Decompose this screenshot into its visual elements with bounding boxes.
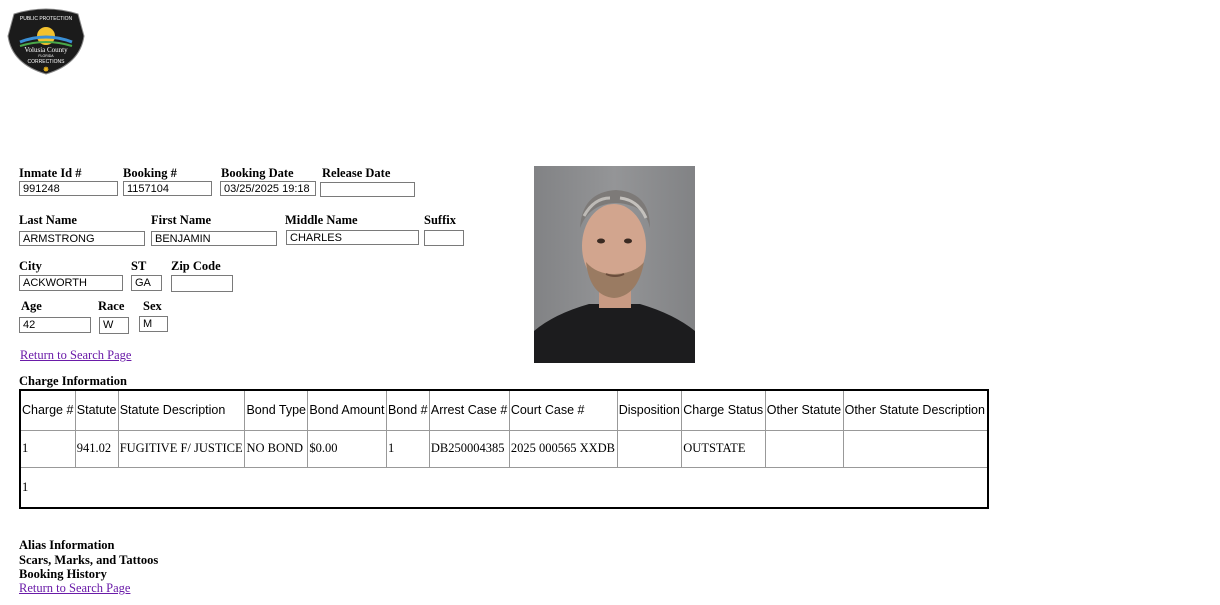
charge-count: 1 <box>20 468 988 508</box>
release-date-label: Release Date <box>322 166 391 180</box>
zip-code-label: Zip Code <box>171 259 221 273</box>
cell-disposition <box>617 430 682 468</box>
table-row <box>20 430 988 468</box>
state-label: ST <box>131 259 147 273</box>
col-bond-type: Bond Type <box>245 390 308 430</box>
booking-date-field[interactable]: 03/25/2025 19:18 <box>220 181 316 196</box>
cell-bond-amount: $0.00 <box>308 430 387 468</box>
city-field[interactable]: ACKWORTH <box>19 275 123 291</box>
race-field[interactable]: W <box>99 317 129 334</box>
cell-bond-number: 1 <box>386 430 429 468</box>
inmate-id-label: Inmate Id # <box>19 166 82 180</box>
col-bond-amount: Bond Amount <box>308 390 387 430</box>
svg-text:CORRECTIONS: CORRECTIONS <box>27 59 65 65</box>
svg-text:Volusia County: Volusia County <box>24 46 68 54</box>
sex-label: Sex <box>143 299 162 313</box>
cell-court-case: 2025 000565 XXDB <box>509 430 617 468</box>
col-charge-number: Charge # <box>20 390 75 430</box>
inmate-photo <box>534 166 695 363</box>
zip-code-field[interactable] <box>171 275 233 292</box>
sex-field[interactable]: M <box>139 316 168 332</box>
scars-marks-tattoos-heading: Scars, Marks, and Tattoos <box>19 553 159 567</box>
corrections-logo <box>6 6 86 76</box>
booking-date-label: Booking Date <box>221 166 294 180</box>
col-bond-number: Bond # <box>386 390 429 430</box>
inmate-id-field[interactable]: 991248 <box>19 181 118 196</box>
charge-information-heading: Charge Information <box>19 374 127 388</box>
middle-name-label: Middle Name <box>285 213 358 227</box>
col-charge-status: Charge Status <box>682 390 765 430</box>
cell-other-statute <box>765 430 843 468</box>
col-court-case: Court Case # <box>509 390 617 430</box>
charges-header-row <box>20 390 988 430</box>
cell-charge-number: 1 <box>20 430 75 468</box>
col-arrest-case: Arrest Case # <box>429 390 509 430</box>
col-statute: Statute <box>75 390 118 430</box>
charges-table <box>19 389 989 509</box>
alias-information-heading: Alias Information <box>19 538 115 552</box>
cell-statute-description: FUGITIVE F/ JUSTICE <box>118 430 245 468</box>
svg-text:FLORIDA: FLORIDA <box>38 54 54 58</box>
age-label: Age <box>21 299 42 313</box>
col-other-statute: Other Statute <box>765 390 843 430</box>
cell-other-statute-description <box>843 430 988 468</box>
release-date-field[interactable] <box>320 182 415 197</box>
cell-statute: 941.02 <box>75 430 118 468</box>
first-name-label: First Name <box>151 213 212 227</box>
return-to-search-link-top[interactable]: Return to Search Page <box>20 348 132 362</box>
svg-text:PUBLIC PROTECTION: PUBLIC PROTECTION <box>19 16 73 22</box>
suffix-label: Suffix <box>424 213 456 227</box>
suffix-field[interactable] <box>424 230 464 246</box>
state-field[interactable]: GA <box>131 275 162 291</box>
cell-bond-type: NO BOND <box>245 430 308 468</box>
col-disposition: Disposition <box>617 390 682 430</box>
age-field[interactable]: 42 <box>19 317 91 333</box>
charges-footer-row <box>20 468 988 508</box>
last-name-field[interactable]: ARMSTRONG <box>19 231 145 246</box>
col-other-statute-description: Other Statute Description <box>843 390 988 430</box>
cell-charge-status: OUTSTATE <box>682 430 765 468</box>
return-to-search-link-bottom[interactable]: Return to Search Page <box>19 581 131 595</box>
booking-history-heading: Booking History <box>19 567 107 581</box>
cell-arrest-case: DB250004385 <box>429 430 509 468</box>
city-label: City <box>19 259 42 273</box>
booking-number-label: Booking # <box>123 166 177 180</box>
race-label: Race <box>98 299 125 313</box>
last-name-label: Last Name <box>19 213 77 227</box>
svg-text:✸: ✸ <box>42 65 50 74</box>
booking-number-field[interactable]: 1157104 <box>123 181 212 196</box>
first-name-field[interactable]: BENJAMIN <box>151 231 277 246</box>
col-statute-description: Statute Description <box>118 390 245 430</box>
middle-name-field[interactable]: CHARLES <box>286 230 419 245</box>
